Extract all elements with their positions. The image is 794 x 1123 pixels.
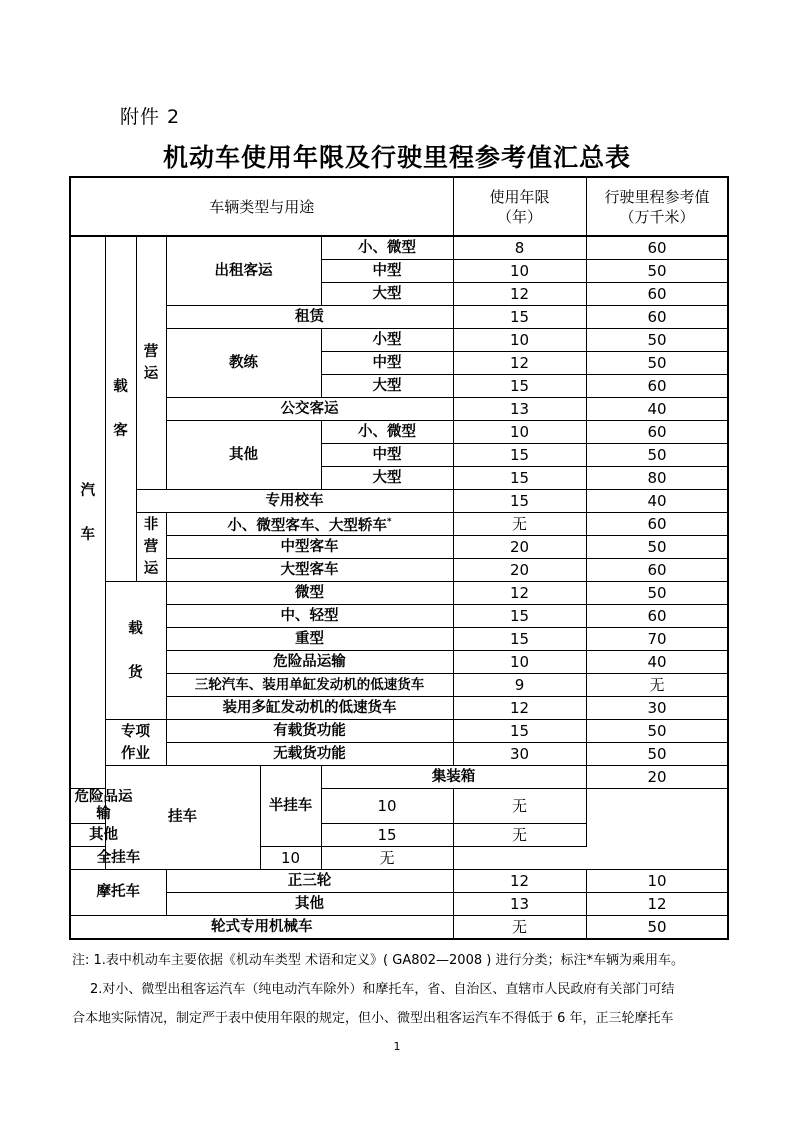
years-value: 10 <box>260 847 321 870</box>
row-label: 中、轻型 <box>166 605 453 628</box>
category-motorcycle: 摩托车 <box>70 870 166 916</box>
mileage-value: 无 <box>453 824 586 847</box>
mileage-value: 无 <box>453 789 586 824</box>
row-label: 有载货功能 <box>166 720 453 743</box>
row-label: 危险品运输 <box>166 651 453 674</box>
mileage-value: 80 <box>586 467 728 490</box>
mileage-value: 40 <box>586 490 728 513</box>
years-value: 10 <box>321 789 453 824</box>
table-row <box>70 743 728 766</box>
header-mileage: 行驶里程参考值 （万千米） <box>586 177 728 236</box>
table-row <box>70 398 728 421</box>
years-value: 9 <box>453 674 586 697</box>
row-label: 集装箱 <box>321 766 586 789</box>
row-label: 大型 <box>321 467 453 490</box>
years-value: 8 <box>453 236 586 260</box>
category-cargo: 载 货 <box>105 582 166 720</box>
mileage-value: 40 <box>586 651 728 674</box>
table-row <box>70 674 728 697</box>
row-label: 大型 <box>321 283 453 306</box>
row-label: 公交客运 <box>166 398 453 421</box>
table-row <box>70 870 728 893</box>
table-row <box>70 766 728 789</box>
category-special-work: 专项 作业 <box>105 720 166 766</box>
years-value: 12 <box>453 352 586 375</box>
table-row <box>70 628 728 651</box>
mileage-value: 50 <box>586 916 728 940</box>
mileage-value: 60 <box>586 306 728 329</box>
note-line: 注: 1.表中机动车主要依据《机动车类型 术语和定义》( GA802—2008 ) 进行分类；标注*车辆为乘用车。 <box>72 953 684 968</box>
years-value: 15 <box>453 444 586 467</box>
table-row <box>70 720 728 743</box>
mileage-value: 40 <box>586 398 728 421</box>
mileage-value: 50 <box>586 743 728 766</box>
years-value: 13 <box>453 893 586 916</box>
row-label: 轮式专用机械车 <box>70 916 453 940</box>
header-type-usage: 车辆类型与用途 <box>70 177 453 236</box>
row-label: 租赁 <box>166 306 453 329</box>
row-label: 小、微型 <box>321 421 453 444</box>
row-label: 中型 <box>321 444 453 467</box>
row-label: 中型 <box>321 260 453 283</box>
mileage-value: 60 <box>586 421 728 444</box>
years-value: 20 <box>453 536 586 559</box>
row-label: 重型 <box>166 628 453 651</box>
years-value: 20 <box>586 766 728 789</box>
category-non-operating: 非 营 运 <box>136 513 166 582</box>
vehicle-lifespan-table <box>69 176 729 940</box>
passenger-car-mark: * <box>386 516 392 527</box>
mileage-value: 50 <box>586 444 728 467</box>
row-label: 小、微型客车、大型轿车* <box>166 513 453 536</box>
table-row <box>70 421 728 444</box>
mileage-value: 50 <box>586 352 728 375</box>
group-taxi: 出租客运 <box>166 236 321 306</box>
years-value: 12 <box>453 697 586 720</box>
years-value: 无 <box>453 916 586 940</box>
document-title: 机动车使用年限及行驶里程参考值汇总表 <box>162 143 631 172</box>
years-value: 30 <box>453 743 586 766</box>
mileage-value: 60 <box>586 375 728 398</box>
table-row <box>70 513 728 536</box>
years-value: 15 <box>453 467 586 490</box>
table-row <box>70 536 728 559</box>
mileage-value: 70 <box>586 628 728 651</box>
years-value: 12 <box>453 582 586 605</box>
years-value: 12 <box>453 870 586 893</box>
row-label: 装用多缸发动机的低速货车 <box>166 697 453 720</box>
row-label: 大型客车 <box>166 559 453 582</box>
row-label: 其他 <box>70 824 136 847</box>
note-line: 2.对小、微型出租客运汽车（纯电动汽车除外）和摩托车，省、自治区、直辖市人民政府有关部门可结 <box>90 982 675 997</box>
mileage-value: 无 <box>321 847 453 870</box>
row-label: 全挂车 <box>70 847 166 870</box>
mileage-value: 60 <box>586 559 728 582</box>
years-value: 10 <box>453 260 586 283</box>
row-label: 小、微型 <box>321 236 453 260</box>
mileage-value: 50 <box>586 329 728 352</box>
table-row <box>70 559 728 582</box>
category-trailer: 挂车 <box>105 766 260 870</box>
row-label: 中型客车 <box>166 536 453 559</box>
mileage-value: 50 <box>586 582 728 605</box>
table-row <box>70 916 728 940</box>
table-row <box>70 490 728 513</box>
mileage-value: 无 <box>586 674 728 697</box>
row-label: 三轮汽车、装用单缸发动机的低速货车 <box>166 674 453 697</box>
years-value: 15 <box>453 375 586 398</box>
category-car: 汽 车 <box>70 236 105 789</box>
row-label: 专用校车 <box>136 490 453 513</box>
table-row <box>70 651 728 674</box>
row-label: 小型 <box>321 329 453 352</box>
page-number: 1 <box>393 1040 401 1053</box>
row-label: 中型 <box>321 352 453 375</box>
table-notes <box>72 946 732 1033</box>
years-value: 15 <box>321 824 453 847</box>
years-value: 15 <box>453 306 586 329</box>
group-coach: 教练 <box>166 329 321 398</box>
group-other: 其他 <box>166 421 321 490</box>
table-row <box>70 236 728 260</box>
mileage-value: 50 <box>586 720 728 743</box>
years-value: 10 <box>453 651 586 674</box>
row-label: 危险品运输 <box>70 789 136 824</box>
years-value: 15 <box>453 628 586 651</box>
row-label: 其他 <box>166 893 453 916</box>
table-row <box>70 893 728 916</box>
mileage-value: 30 <box>586 697 728 720</box>
mileage-value: 60 <box>586 605 728 628</box>
row-label: 无载货功能 <box>166 743 453 766</box>
row-label: 微型 <box>166 582 453 605</box>
header-years: 使用年限 （年） <box>453 177 586 236</box>
row-label: 正三轮 <box>166 870 453 893</box>
group-semi-trailer: 半挂车 <box>260 766 321 847</box>
mileage-value: 50 <box>586 260 728 283</box>
category-operating: 营 运 <box>136 236 166 490</box>
mileage-value: 60 <box>586 513 728 536</box>
years-value: 15 <box>453 490 586 513</box>
mileage-value: 12 <box>586 893 728 916</box>
attachment-label: 附件 2 <box>120 106 181 128</box>
row-label: 大型 <box>321 375 453 398</box>
mileage-value: 60 <box>586 236 728 260</box>
years-value: 10 <box>453 421 586 444</box>
years-value: 15 <box>453 605 586 628</box>
years-value: 无 <box>453 513 586 536</box>
table-row <box>70 582 728 605</box>
note-line: 合本地实际情况，制定严于表中使用年限的规定，但小、微型出租客运汽车不得低于 6 年，正三轮摩托车 <box>72 1011 674 1026</box>
years-value: 12 <box>453 283 586 306</box>
mileage-value: 60 <box>586 283 728 306</box>
years-value: 20 <box>453 559 586 582</box>
years-value: 15 <box>453 720 586 743</box>
table-row <box>70 329 728 352</box>
table-row <box>70 306 728 329</box>
mileage-value: 50 <box>586 536 728 559</box>
table-header-row <box>70 177 728 236</box>
table-row <box>70 697 728 720</box>
category-passenger: 载 客 <box>105 236 136 582</box>
mileage-value: 10 <box>586 870 728 893</box>
years-value: 10 <box>453 329 586 352</box>
table-row <box>70 605 728 628</box>
years-value: 13 <box>453 398 586 421</box>
